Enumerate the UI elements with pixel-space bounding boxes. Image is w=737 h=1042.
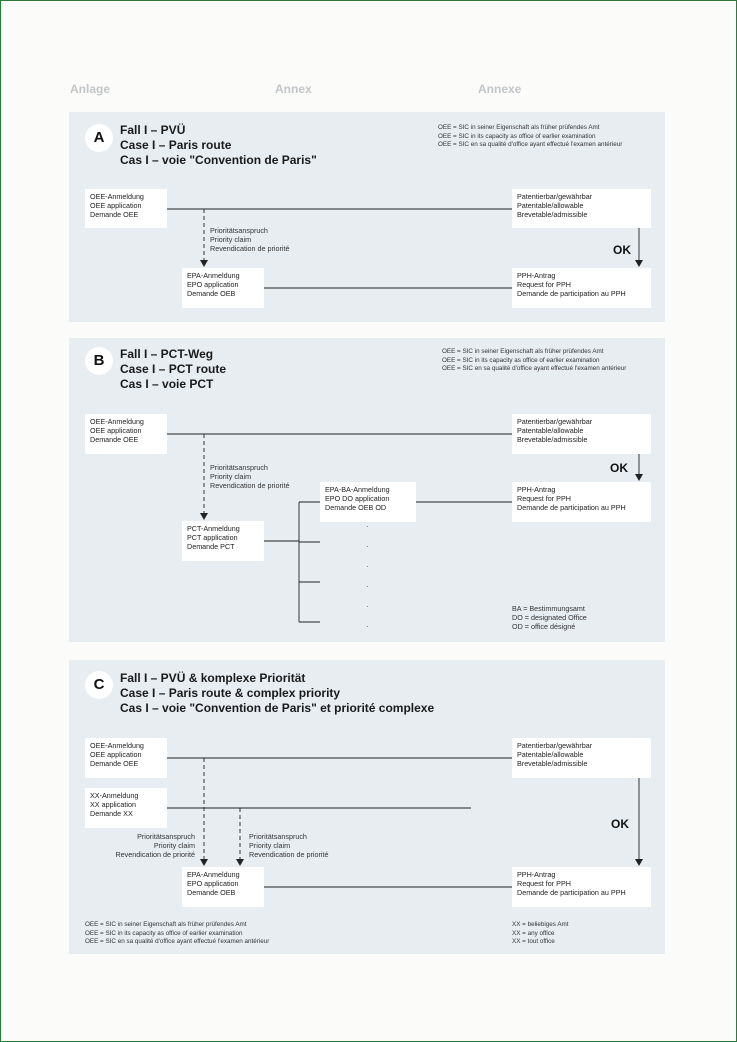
panel-a-badge: A [85,124,113,152]
panel-c-ok: OK [611,817,629,831]
header-annexe: Annexe [478,82,522,96]
panel-b-priority-label: Prioritätsanspruch Priority claim Revendication de priorité [210,463,290,490]
panel-c-title: Fall I – PVÜ & komplexe Priorität Case I – Paris route & complex priority Cas I – voie "Convention de Paris" et priorité complexe [120,671,435,715]
panel-c-oee-legend: OEE = SIC in seiner Eigenschaft als früher prüfendes Amt OEE = SIC in its capacity as office of earlier examination OEE = SIC en sa qualité d'office ayant effectué l'examen antérieur [85,921,270,946]
panel-b-pph-box: PPH-Antrag Request for PPH Demande de participation au PPH [512,482,651,522]
panel-b-dot: · [366,602,369,611]
panel-c-priority-label-2: Prioritätsanspruch Priority claim Revendication de priorité [249,832,329,859]
panel-c-oee-box: OEE-Anmeldung OEE application Demande OEE [85,738,167,778]
panel-b-oee-box: OEE-Anmeldung OEE application Demande OEE [85,414,167,454]
panel-b-dot: · [366,622,369,631]
panel-a-title: Fall I – PVÜ Case I – Paris route Cas I – voie "Convention de Paris" [120,123,317,167]
panel-a-legend: OEE = SIC in seiner Eigenschaft als früher prüfendes Amt OEE = SIC in its capacity as office of earlier examination OEE = SIC en sa qualité d'office ayant effectué l'examen antérieur [438,124,623,149]
panel-b-dot: · [366,522,369,531]
panel-b-legend: OEE = SIC in seiner Eigenschaft als früher prüfendes Amt OEE = SIC in its capacity as office of earlier examination OEE = SIC en sa qualité d'office ayant effectué l'examen antérieur [442,348,627,373]
panel-b-pct-box: PCT-Anmeldung PCT application Demande PCT [182,521,264,561]
panel-a-epa-box: EPA-Anmeldung EPO application Demande OEB [182,268,264,308]
panel-a-ok: OK [613,243,631,257]
panel-c-pph-box: PPH-Antrag Request for PPH Demande de participation au PPH [512,867,651,907]
header-annex: Annex [275,82,312,96]
panel-b-dot: · [366,542,369,551]
panel-a-priority-label: Prioritätsanspruch Priority claim Revendication de priorité [210,226,290,253]
panel-c-epa-box: EPA-Anmeldung EPO application Demande OEB [182,867,264,907]
panel-a-patentable-box: Patentierbar/gewährbar Patentable/allowable Brevetable/admissible [512,189,651,228]
header-anlage: Anlage [70,82,111,96]
panel-b-badge: B [85,347,113,375]
panel-c-badge: C [85,671,113,699]
panel-c-xx-legend: XX = beliebiges Amt XX = any office XX = tout office [512,921,569,946]
panel-b-patentable-box: Patentierbar/gewährbar Patentable/allowable Brevetable/admissible [512,414,651,454]
panel-c-patentable-box: Patentierbar/gewährbar Patentable/allowable Brevetable/admissible [512,738,651,778]
panel-b-ok: OK [610,461,628,475]
panel-b-title: Fall I – PCT-Weg Case I – PCT route Cas I – voie PCT [120,347,227,391]
panel-b-dot: · [366,582,369,591]
panel-a-oee-box: OEE-Anmeldung OEE application Demande OEE [85,189,167,228]
panel-b-dot: · [366,562,369,571]
panel-c-priority-label-1: Prioritätsanspruch Priority claim Revendication de priorité [115,832,195,859]
panel-a-pph-box: PPH-Antrag Request for PPH Demande de participation au PPH [512,268,651,308]
panel-b-ba-legend: BA = Bestimmungsamt DO = designated Office OD = office désigné [512,604,587,631]
panel-c-xx-box: XX-Anmeldung XX application Demande XX [85,788,167,828]
panel-b-epaba-box: EPA-BA-Anmeldung EPO DO application Demande OEB OD [320,482,416,522]
